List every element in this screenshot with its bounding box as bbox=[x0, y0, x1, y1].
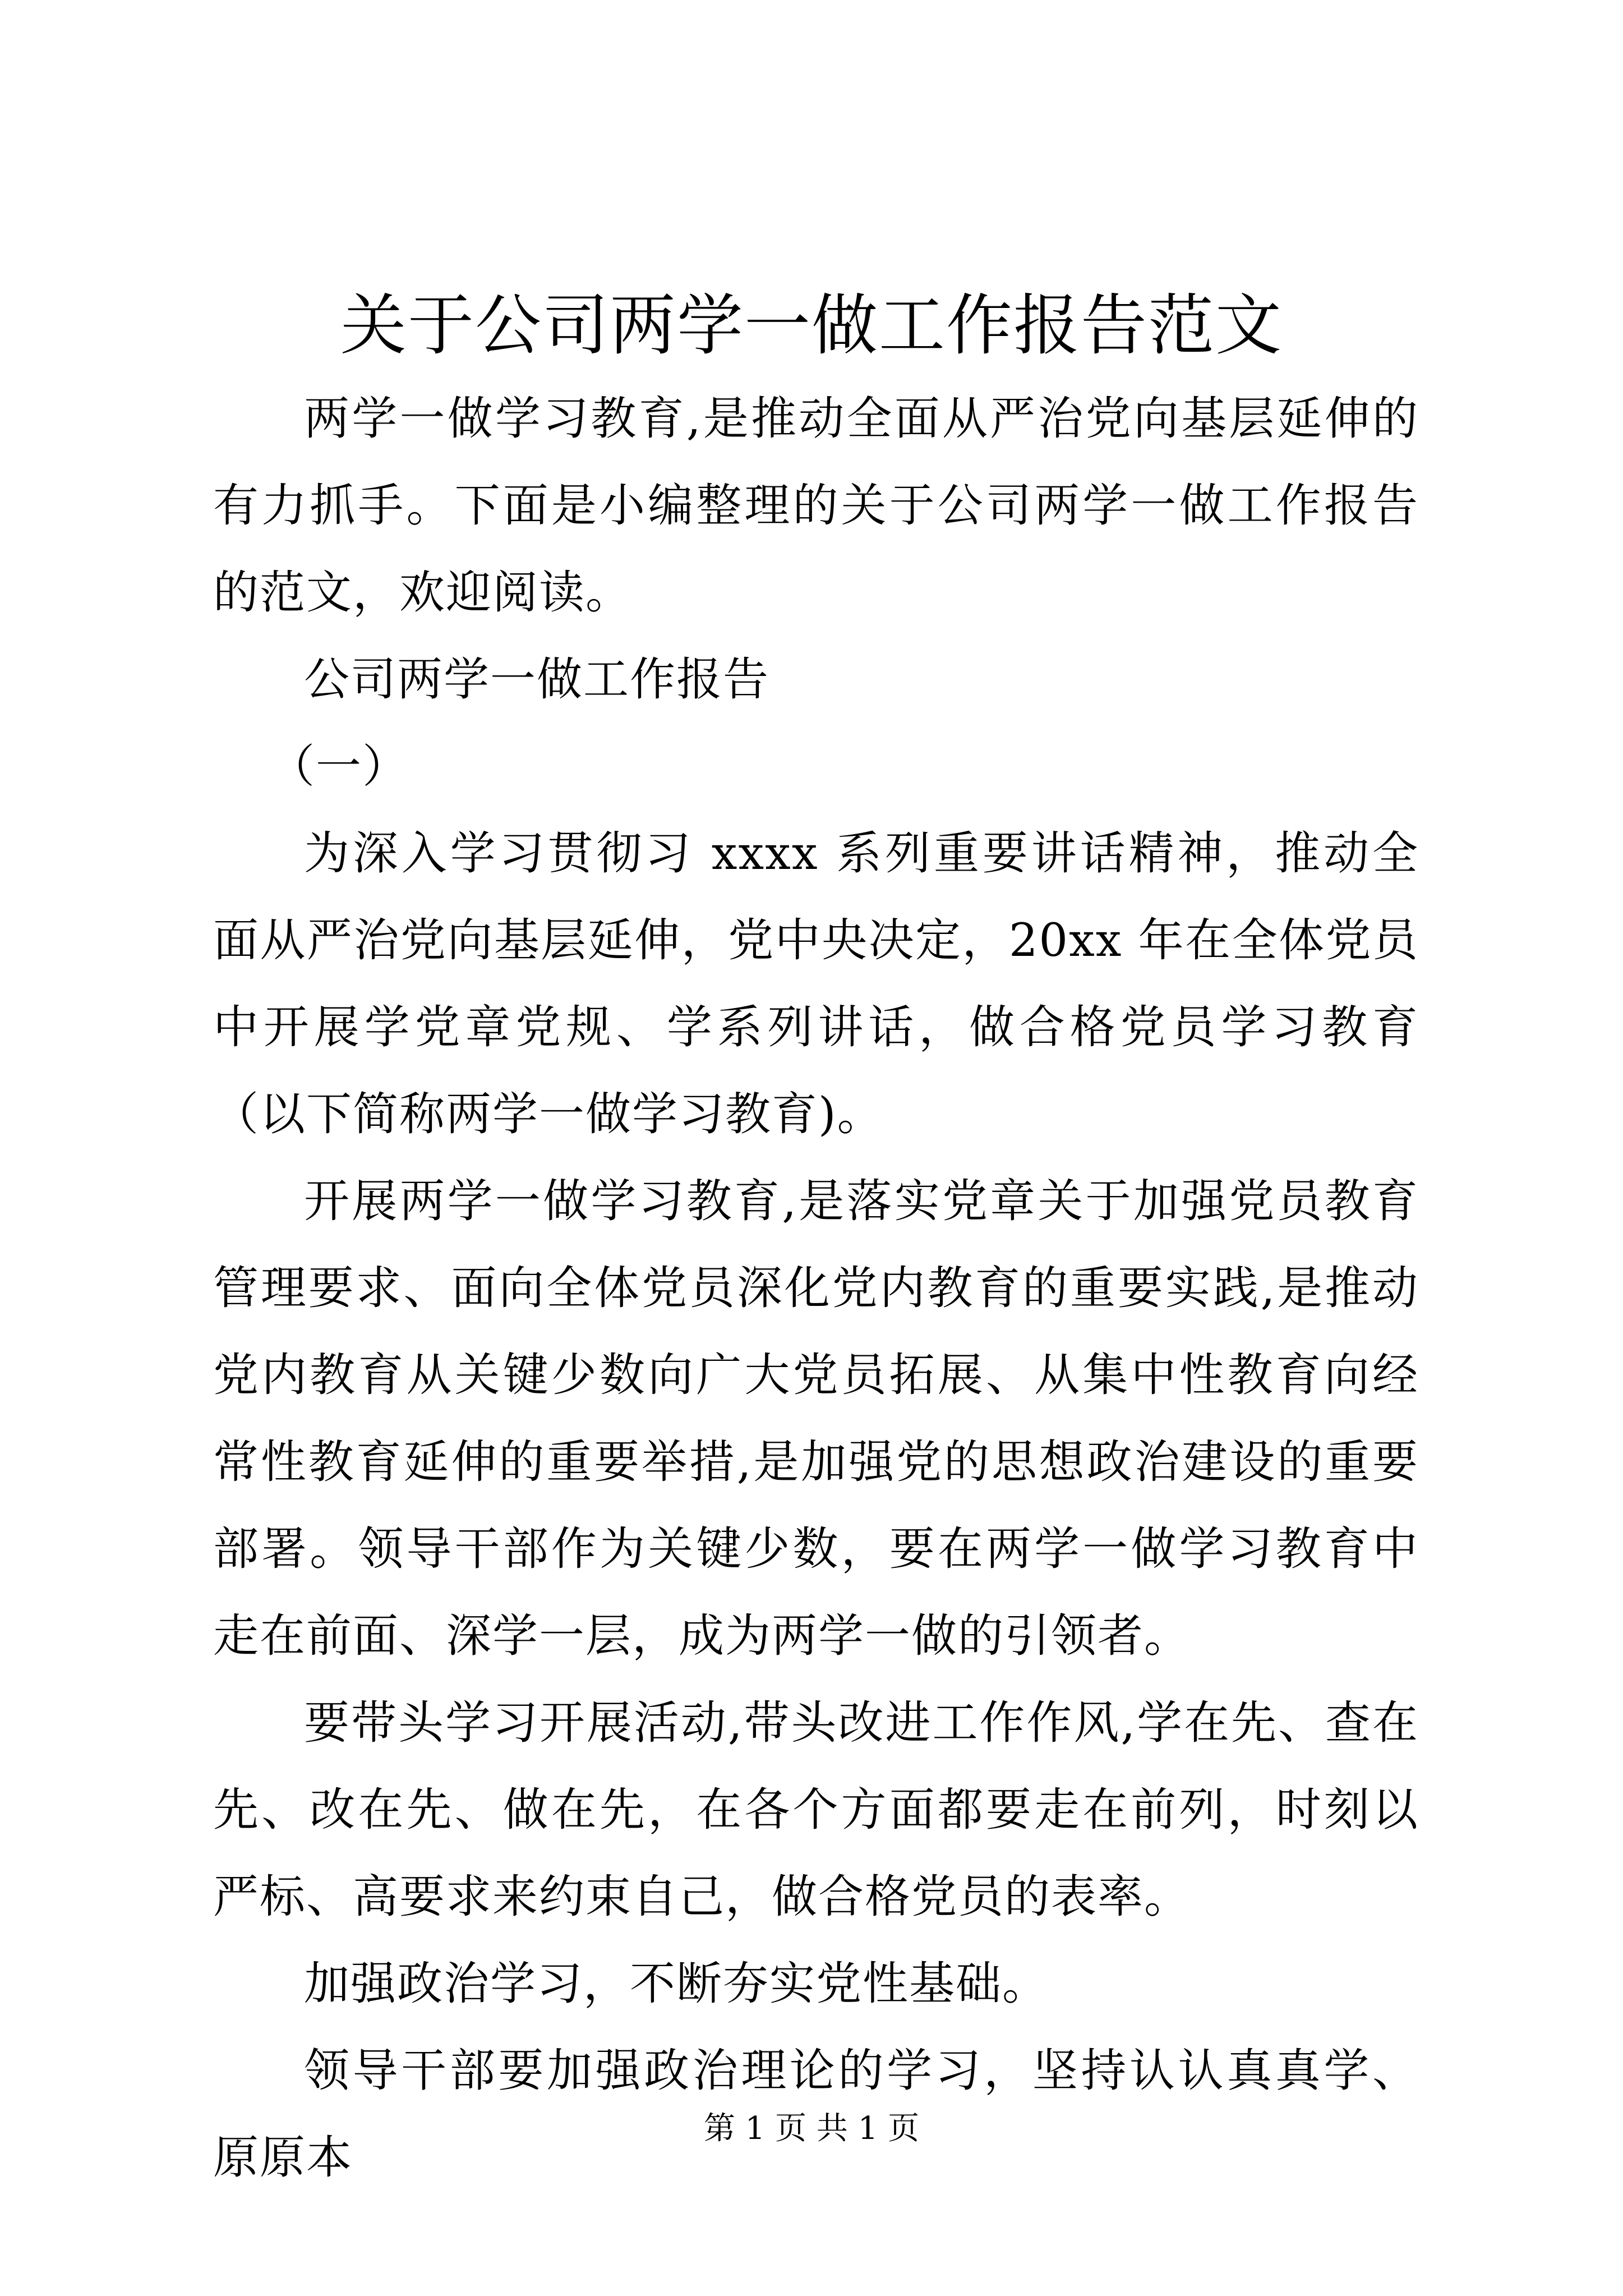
paragraph-political-study: 加强政治学习，不断夯实党性基础。 bbox=[304, 1958, 1049, 2010]
paragraph-intro: 两学一做学习教育,是推动全面从严治党向基层延伸的有力抓手。下面是小编整理的关于公司两学一做工作报告的范文，欢迎阅读。 bbox=[213, 393, 1419, 619]
paragraph-lead-by-example: 要带头学习开展活动,带头改进工作作风,学在先、查在先、改在先、做在先，在各个方面都要走在前列，时刻以严标、高要求来约束自己，做合格党员的表率。 bbox=[213, 1697, 1419, 1924]
paragraph-background: 为深入学习贯彻习 xxxx 系列重要讲话精神，推动全面从严治党向基层延伸，党中央决定，20xx 年在全体党员中开展学党章党规、学系列讲话，做合格党员学习教育（以下简称两学一做学习教育)。 bbox=[213, 827, 1419, 1141]
document-body bbox=[213, 376, 1419, 2202]
document-title: 关于公司两学一做工作报告范文 bbox=[340, 287, 1283, 364]
paragraph-significance: 开展两学一做学习教育,是落实党章关于加强党员教育管理要求、面向全体党员深化党内教育的重要实践,是推动党内教育从关键少数向广大党员拓展、从集中性教育向经常性教育延伸的重要举措,是加强党的思想政治建设的重要部署。领导干部作为关键少数，要在两学一做学习教育中走在前面、深学一层，成为两学一做的引领者。 bbox=[213, 1175, 1419, 1663]
paragraph-subtitle: 公司两学一做工作报告 bbox=[304, 654, 770, 706]
paragraph-section-number: （一） bbox=[269, 740, 409, 793]
paragraph-theory-study: 领导干部要加强政治理论的学习，坚持认认真真学、原原本 bbox=[213, 2045, 1419, 2184]
page-number-label: 第 1 页 共 1 页 bbox=[703, 2110, 920, 2147]
page-footer bbox=[0, 2106, 1623, 2151]
